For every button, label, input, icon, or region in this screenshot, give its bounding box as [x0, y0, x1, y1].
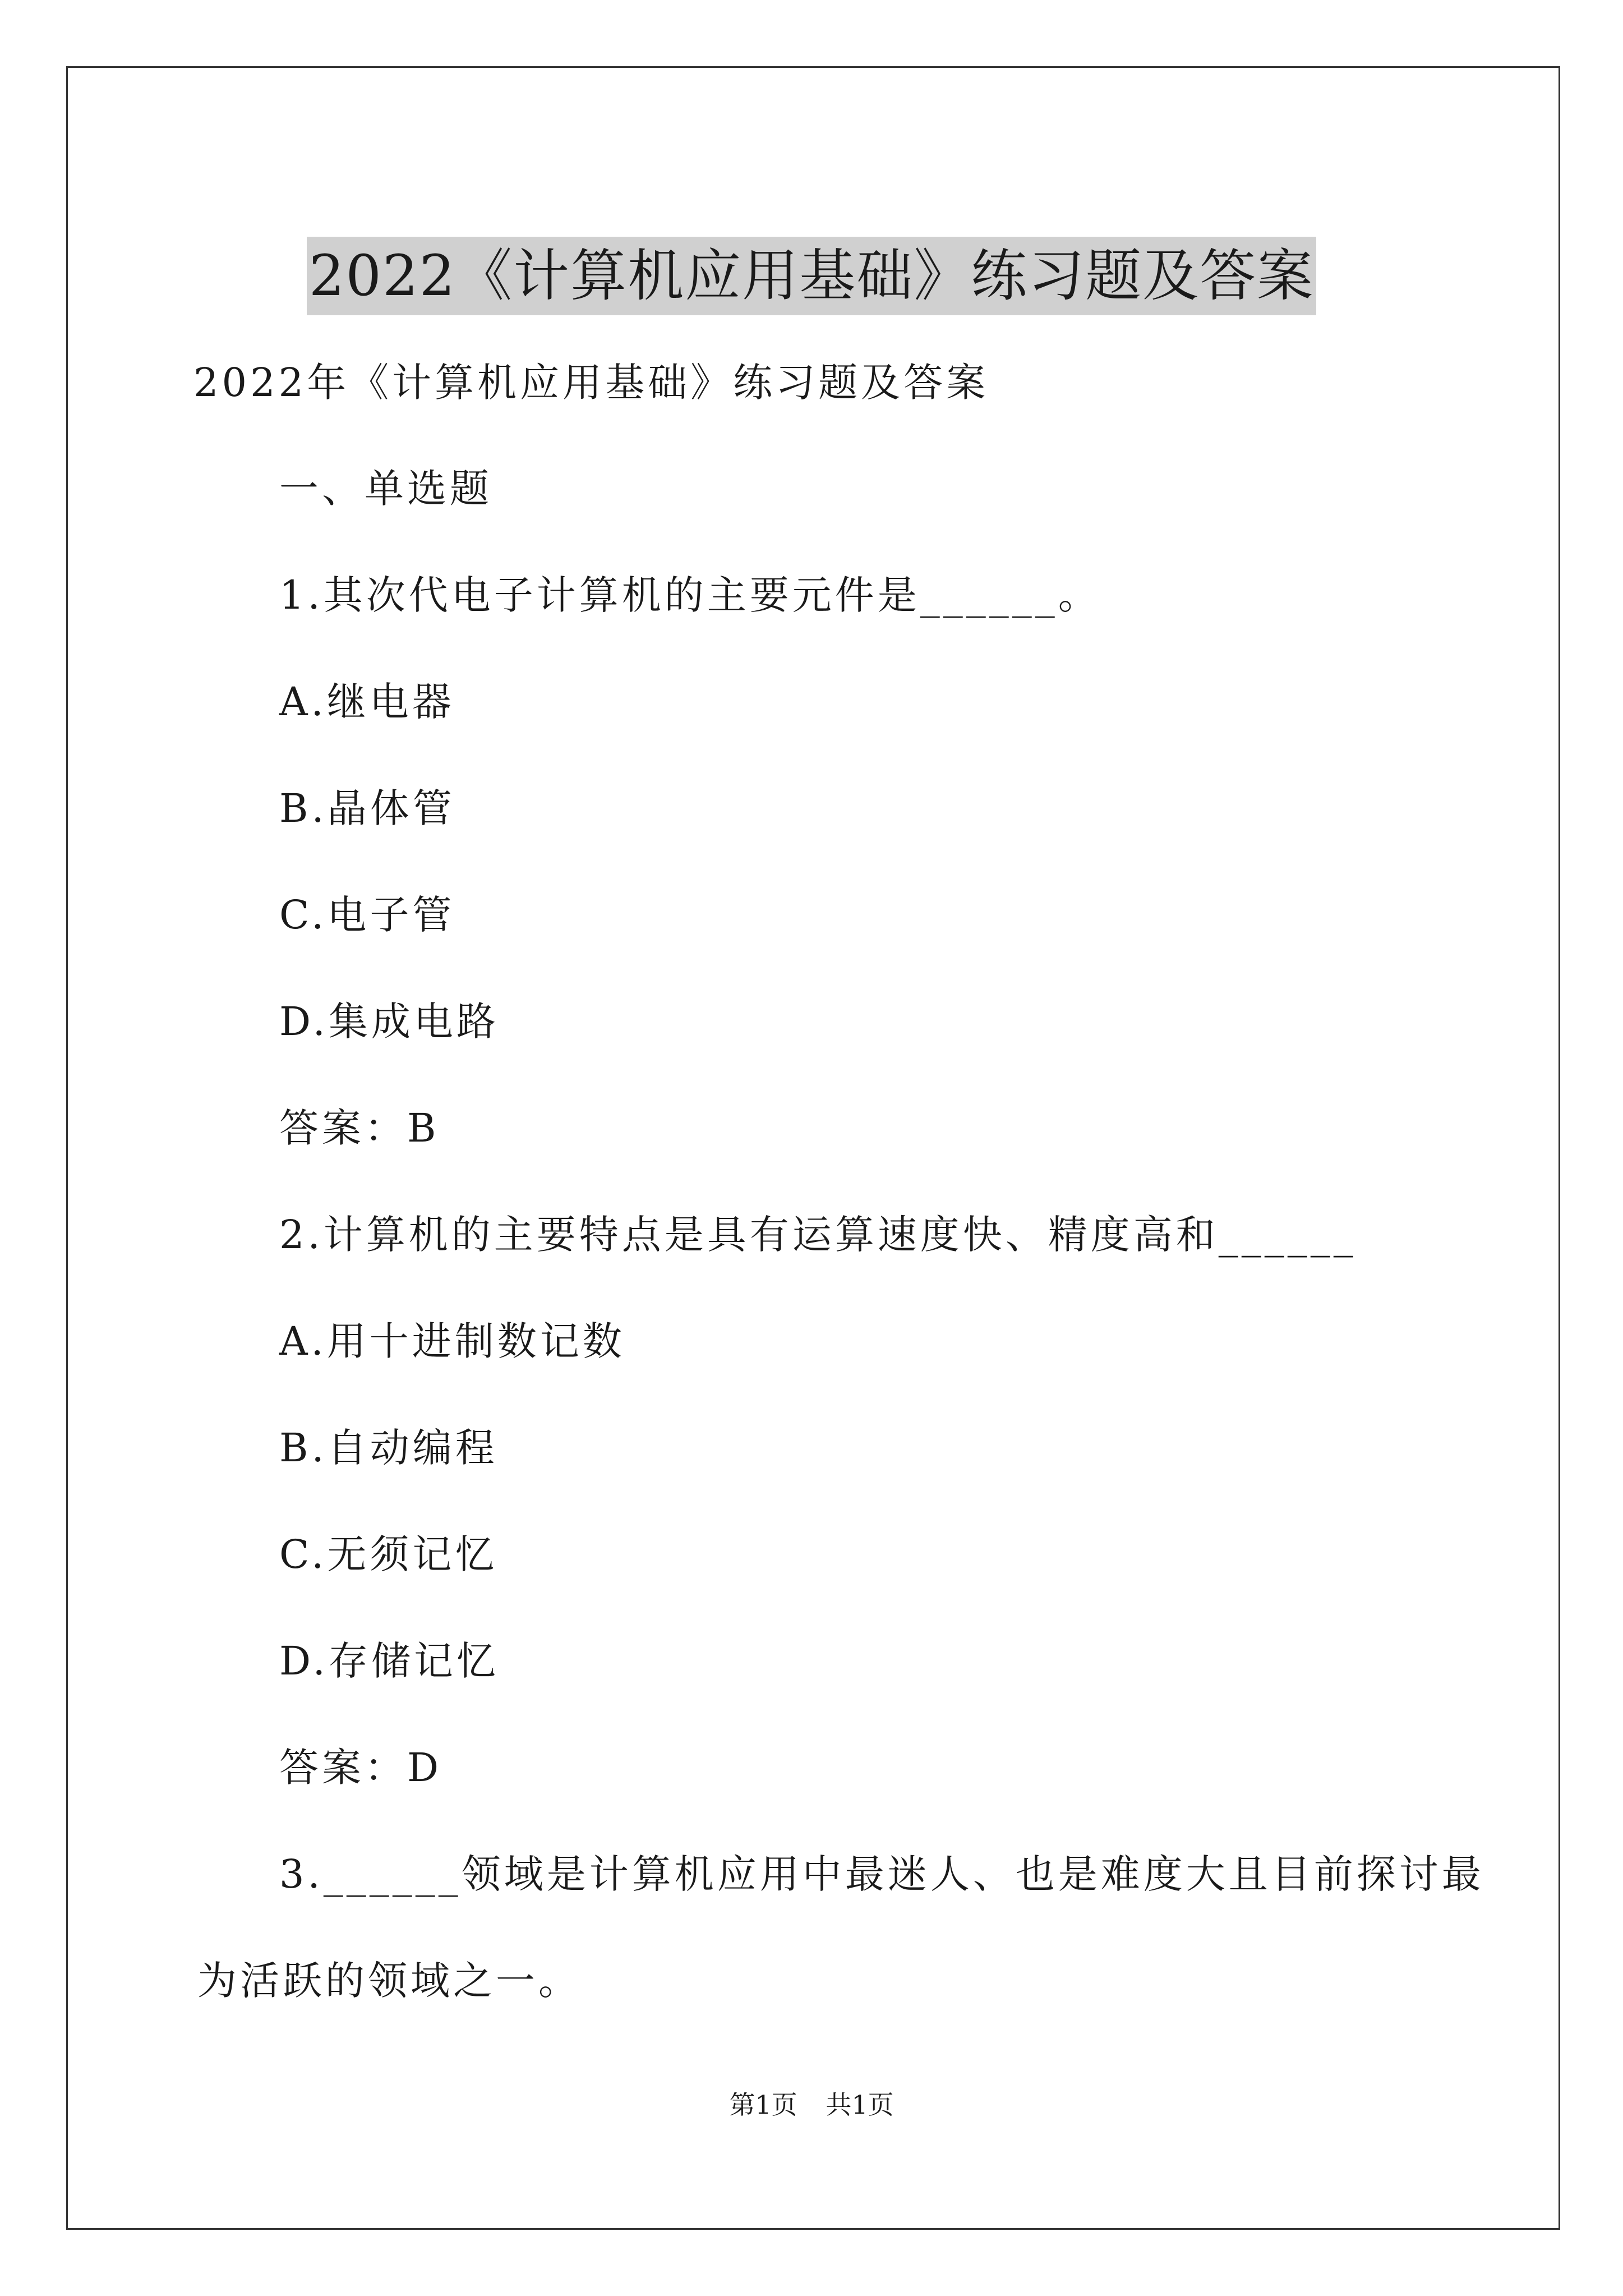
question-2-option-a: A.用十进制数记数	[279, 1318, 625, 1364]
question-1-option-c: C.电子管	[279, 892, 455, 938]
question-2-stem: 2.计算机的主要特点是具有运算速度快、精度高和______	[279, 1212, 1357, 1258]
section-heading: 一、单选题	[279, 466, 492, 512]
question-2-answer: 答案：D	[279, 1745, 442, 1791]
page-number: 第1页	[729, 2090, 797, 2120]
document-subtitle: 2022年《计算机应用基础》练习题及答案	[193, 360, 989, 406]
page-footer	[0, 2088, 1623, 2122]
title-container	[0, 199, 1623, 353]
question-2-option-c: C.无须记忆	[279, 1531, 498, 1577]
page-total: 共1页	[826, 2090, 894, 2120]
question-1-stem: 1.其次代电子计算机的主要元件是______。	[279, 572, 1101, 618]
question-3-stem-line-1: 3.______领域是计算机应用中最迷人、也是难度大且目前探讨最	[279, 1851, 1484, 1897]
question-2-option-d: D.存储记忆	[279, 1638, 499, 1684]
question-3-stem-line-2: 为活跃的领域之一。	[197, 1958, 581, 2004]
question-1-option-a: A.继电器	[279, 679, 455, 725]
question-1-option-b: B.晶体管	[279, 785, 455, 831]
question-1-option-d: D.集成电路	[279, 999, 499, 1045]
document-title: 2022《计算机应用基础》练习题及答案	[307, 237, 1317, 315]
question-1-answer: 答案：B	[279, 1105, 440, 1151]
question-2-option-b: B.自动编程	[279, 1425, 498, 1471]
